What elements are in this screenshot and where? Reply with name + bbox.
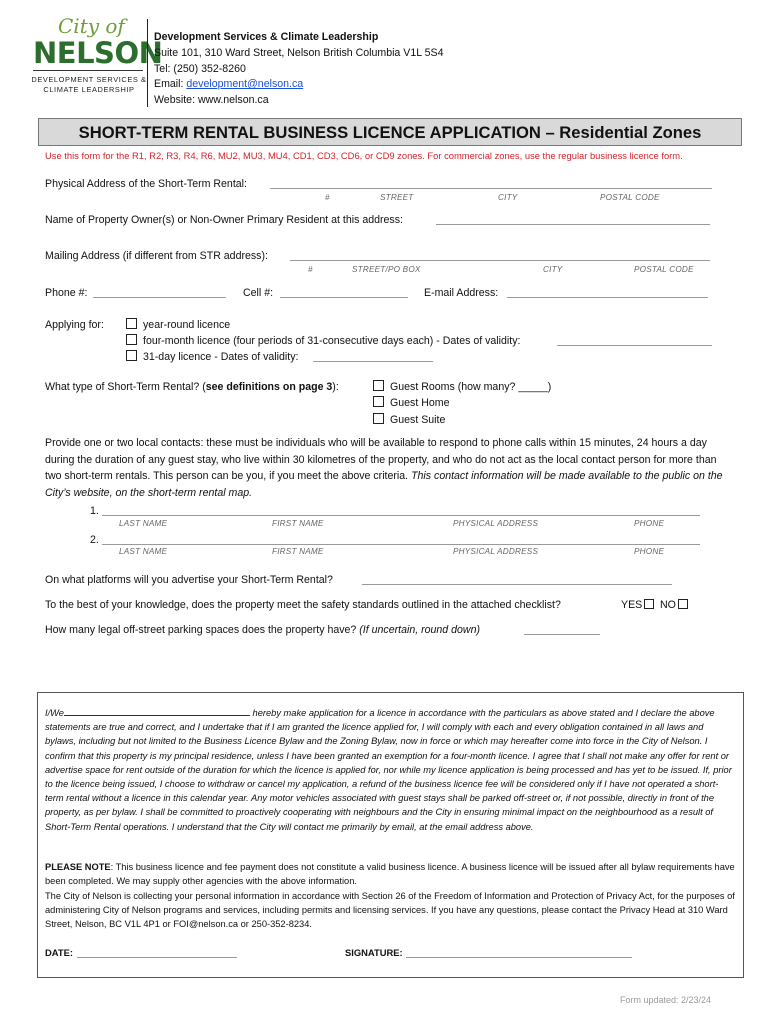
- option-label: four-month licence (four periods of 31-consecutive days each) - Dates of validity:: [143, 335, 521, 347]
- option-label: Guest Suite: [390, 414, 446, 426]
- four-month-dates-field[interactable]: [557, 345, 712, 346]
- checkbox-icon[interactable]: [373, 413, 384, 424]
- please-note-text: : This business licence and fee payment does not constitute a valid business licence. A business licence will be issued after all bylaw requirements have been completed. We may supply other agencies with the above information.: [45, 862, 735, 887]
- option-label: Guest Rooms (how many? _____): [390, 381, 552, 393]
- sub-phone: PHONE: [634, 519, 665, 528]
- privacy-statement: The City of Nelson is collecting your personal information in accordance with Section 26 of the Freedom of Information and Protection of Privacy Act, for the purposes of administering City of Nelson programs and services, including permits and licensing services. If you have any questions, please contact the Privacy Head at 310 Ward Street, Nelson, BC V1L 4P1 or FOI@nelson.ca or 250-352-8234.: [45, 891, 735, 930]
- owner-field[interactable]: [436, 224, 710, 225]
- department-address: Suite 101, 310 Ward Street, Nelson British Columbia V1L 5S4: [154, 46, 444, 59]
- mailing-sub-postal: POSTAL CODE: [634, 265, 694, 274]
- sub-street: STREET: [380, 193, 414, 202]
- cell-field[interactable]: [280, 297, 408, 298]
- logo-dept-line1: DEVELOPMENT SERVICES &: [31, 75, 147, 84]
- local-contacts-paragraph: [45, 435, 735, 501]
- department-tel: Tel: (250) 352-8260: [154, 62, 246, 75]
- department-website: Website: www.nelson.ca: [154, 94, 269, 107]
- department-name: Development Services & Climate Leadership: [154, 31, 379, 43]
- email-field-label: E-mail Address:: [424, 287, 499, 299]
- option-year-round[interactable]: [126, 318, 230, 332]
- parking-label: [45, 623, 480, 637]
- option-31-day[interactable]: [126, 350, 298, 364]
- option-guest-suite[interactable]: [373, 413, 445, 427]
- option-guest-home[interactable]: [373, 396, 449, 410]
- safety-label: To the best of your knowledge, does the property meet the safety standards outlined in the attached checklist?: [45, 599, 561, 611]
- date-label: DATE:: [45, 947, 73, 958]
- local-contacts-italic: This contact information will be made available to the public on the City’s website, on the short-term rental map.: [45, 470, 723, 499]
- checkbox-icon[interactable]: [126, 334, 137, 345]
- physical-address-field[interactable]: [270, 188, 712, 189]
- phone-label: Phone #:: [45, 287, 88, 299]
- email-label: Email:: [154, 78, 187, 91]
- mailing-sub-city: CITY: [543, 265, 563, 274]
- sub-physical-address: PHYSICAL ADDRESS: [453, 519, 539, 528]
- declaration-text: [45, 706, 735, 834]
- date-field[interactable]: [77, 957, 237, 958]
- cell-label: Cell #:: [243, 287, 274, 299]
- logo-divider: [33, 70, 143, 71]
- email-field[interactable]: [507, 297, 708, 298]
- logo-nelson-text: NELSON: [33, 36, 163, 70]
- rental-type-definitions: see definitions on page 3: [205, 381, 333, 393]
- mailing-sub-street: STREET/PO BOX: [352, 265, 421, 274]
- parking-hint: (If uncertain, round down): [359, 624, 480, 636]
- email-link[interactable]: development@nelson.ca: [186, 78, 304, 91]
- checkbox-icon[interactable]: [126, 318, 137, 329]
- parking-question: How many legal off-street parking spaces does the property have?: [45, 624, 357, 636]
- option-four-month[interactable]: [126, 334, 520, 348]
- rental-type-label: [45, 380, 339, 394]
- sub-last-name: LAST NAME: [119, 519, 168, 528]
- declarant-name-field[interactable]: [64, 706, 250, 716]
- no-label: NO: [660, 599, 676, 611]
- sub-postal-code: POSTAL CODE: [600, 193, 660, 202]
- option-guest-rooms[interactable]: [373, 380, 551, 394]
- option-label: year-round licence: [143, 319, 231, 331]
- checkbox-icon[interactable]: [126, 350, 137, 361]
- phone-field[interactable]: [93, 297, 226, 298]
- zones-note: Use this form for the R1, R2, R3, R4, R6, MU2, MU3, MU4, CD1, CD3, CD6, or CD9 zones. For commercial zones, use the regular business licence form.: [45, 150, 683, 161]
- safety-no[interactable]: [660, 598, 688, 612]
- logo-department: [30, 75, 148, 95]
- owner-label: Name of Property Owner(s) or Non-Owner Primary Resident at this address:: [45, 214, 403, 226]
- please-note-heading: PLEASE NOTE: [45, 862, 111, 872]
- sub-last-name: LAST NAME: [119, 547, 168, 556]
- declaration-prefix: I/We: [45, 708, 64, 718]
- contact-row-2-number: 2.: [90, 534, 99, 546]
- mailing-address-field[interactable]: [290, 260, 710, 261]
- platforms-field[interactable]: [362, 584, 672, 585]
- yes-label: YES: [621, 599, 643, 611]
- signature-field[interactable]: [406, 957, 632, 958]
- header-contact-info: [154, 30, 444, 109]
- rental-type-prefix: What type of Short-Term Rental? (: [45, 381, 206, 393]
- contact-row-2-field[interactable]: [102, 544, 700, 545]
- mailing-address-label: Mailing Address (if different from STR address):: [45, 250, 268, 262]
- rental-type-suffix: ):: [332, 381, 339, 393]
- sub-first-name: FIRST NAME: [272, 519, 324, 528]
- checkbox-icon[interactable]: [644, 599, 654, 609]
- sub-phone: PHONE: [634, 547, 665, 556]
- sub-first-name: FIRST NAME: [272, 547, 324, 556]
- form-updated-date: Form updated: 2/23/24: [620, 995, 712, 1005]
- 31-day-dates-field[interactable]: [313, 361, 433, 362]
- checkbox-icon[interactable]: [373, 396, 384, 407]
- logo-city-text: City of: [58, 14, 125, 38]
- checkbox-icon[interactable]: [678, 599, 688, 609]
- local-contacts-text: Provide one or two local contacts: these must be individuals who will be available to respond to phone calls within 15 minutes, 24 hours a day during the duration of any guest stay, who live within 30 kilometres of the property, and who do not act as the local contact person for more than two short-term rentals. This person can be you, if you meet the above criteria.: [45, 437, 717, 482]
- sub-number: #: [325, 193, 330, 202]
- please-note: [45, 860, 735, 888]
- mailing-sub-number: #: [308, 265, 313, 274]
- parking-field[interactable]: [524, 634, 600, 635]
- header-divider: [147, 19, 148, 107]
- applying-for-label: Applying for:: [45, 319, 104, 331]
- safety-yes[interactable]: [621, 598, 654, 612]
- option-label: Guest Home: [390, 397, 450, 409]
- form-title: SHORT-TERM RENTAL BUSINESS LICENCE APPLICATION – Residential Zones: [38, 118, 742, 146]
- sub-city: CITY: [498, 193, 518, 202]
- physical-address-label: Physical Address of the Short-Term Rental:: [45, 178, 247, 190]
- declaration-body: hereby make application for a licence in accordance with the particulars as above stated and I declare the above statements are true and correct, and I undertake that if I am granted the licence applied for, I will comply with each and every obligation contained in all laws and bylaws, including but not limited to the Business Licence Bylaw and the Zoning Bylaw, now in force or which may hereafter come into force in the City of Nelson. I confirm that this property is my principal residence, unless I have been granted an exemption for a four-month licence. I agree that I shall not make any offer for rent or advertise space for rent outside of the duration for which the licence is applied for, nor while my licence application is being processed and has yet to be issued. If, prior to the licence being issued, I choose to withdraw or cancel my application, a refund of the business licence fee will be considered only if I have not operated a short-term rental without a licence in this calendar year. Any motor vehicles associated with guest stays shall be parked off-street or, if not possible, directly in front of the property, as per bylaw. I shall be committed to proactively cooperating with neighbours and the City in ensuring minimal impact on the neighbourhood as a result of Short-Term Rental operations. I understand that the City will contact me primarily by email, at the email address above.: [45, 708, 732, 832]
- contact-row-1-field[interactable]: [102, 515, 700, 516]
- logo-dept-line2: CLIMATE LEADERSHIP: [43, 85, 135, 94]
- contact-row-1-number: 1.: [90, 505, 99, 517]
- option-label: 31-day licence - Dates of validity:: [143, 351, 299, 363]
- sub-physical-address: PHYSICAL ADDRESS: [453, 547, 539, 556]
- checkbox-icon[interactable]: [373, 380, 384, 391]
- signature-label: SIGNATURE:: [345, 947, 403, 958]
- platforms-label: On what platforms will you advertise your Short-Term Rental?: [45, 574, 333, 586]
- department-email: [154, 77, 444, 93]
